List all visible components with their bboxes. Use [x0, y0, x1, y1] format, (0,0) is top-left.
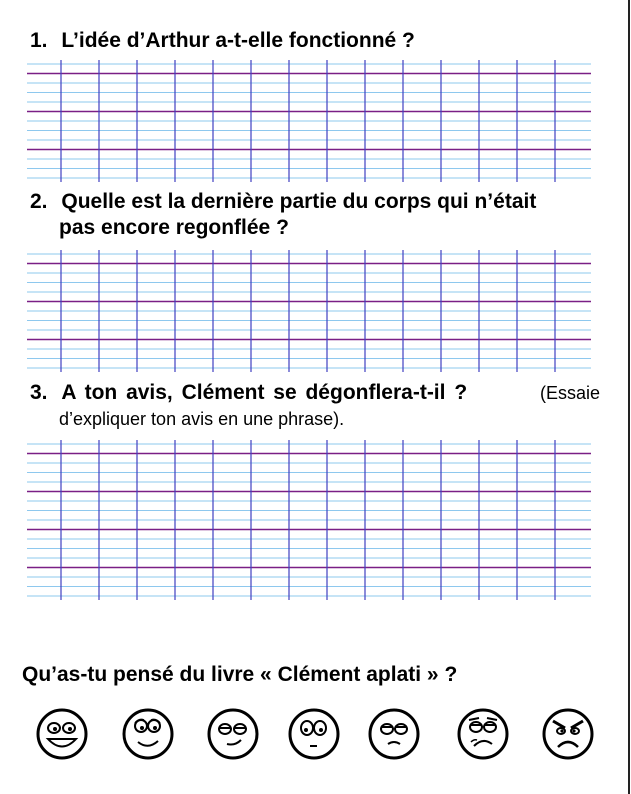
- question-1: [30, 28, 610, 54]
- question-1-number: 1.: [30, 29, 48, 52]
- grid-lines: [27, 250, 591, 372]
- very-happy-face-icon[interactable]: [34, 706, 90, 762]
- unsure-face-icon[interactable]: [366, 706, 422, 762]
- smirk-face-icon[interactable]: [205, 706, 261, 762]
- writing-grid-2[interactable]: [27, 250, 591, 372]
- question-1-text: L’idée d’Arthur a-t-elle fonctionné ?: [61, 29, 415, 52]
- question-3-hint-end: d’expliquer ton avis en une phrase).: [59, 409, 345, 429]
- happy-face-icon[interactable]: [120, 706, 176, 762]
- question-2-text-line1: Quelle est la dernière partie du corps qui n’était: [61, 190, 537, 213]
- question-3: [30, 380, 600, 432]
- neutral-face-icon[interactable]: [286, 706, 342, 762]
- rating-faces: [0, 700, 631, 770]
- angry-face-icon[interactable]: [540, 706, 596, 762]
- question-2-number: 2.: [30, 190, 48, 213]
- writing-grid-1[interactable]: [27, 60, 591, 182]
- question-2: [30, 189, 620, 241]
- question-3-text: A ton avis, Clément se dégonflera-t-il ?: [61, 381, 468, 404]
- rating-question: Qu’as-tu pensé du livre « Clément aplati » ?: [22, 663, 458, 686]
- grid-lines: [27, 440, 591, 600]
- grid-lines: [27, 60, 591, 182]
- question-3-number: 3.: [30, 381, 48, 404]
- page-border: [628, 0, 630, 794]
- question-2-text-line2: pas encore regonflée ?: [59, 216, 289, 239]
- question-3-hint-start: (Essaie: [539, 383, 600, 403]
- writing-grid-3[interactable]: [27, 440, 591, 600]
- unhappy-face-icon[interactable]: [455, 706, 511, 762]
